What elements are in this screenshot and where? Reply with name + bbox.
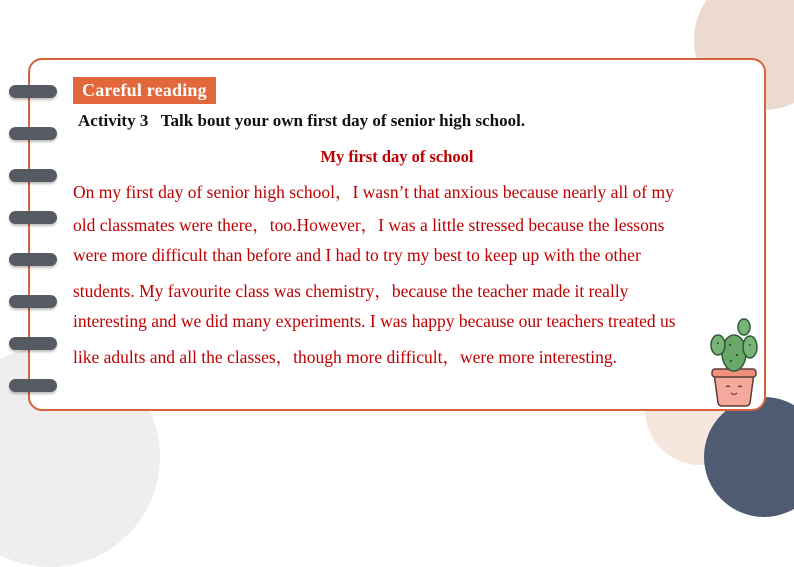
passage-line: old classmates were there，too.However，I was a little stressed because the lessons (73, 215, 665, 235)
passage-line: students. My favourite class was chemistry，because the teacher made it really (73, 281, 629, 301)
notebook-ring-icon (9, 169, 57, 182)
activity-instruction: Activity 3 Talk bout your own first day of senior high school. (78, 111, 526, 130)
notebook-ring-icon (9, 253, 57, 266)
passage-line: like adults and all the classes，though more difficult，were more interesting. (73, 347, 617, 367)
notebook-ring-icon (9, 337, 57, 350)
notebook-ring-icon (9, 211, 57, 224)
passage-line: interesting and we did many experiments. I was happy because our teachers treated us (73, 311, 676, 331)
notebook-ring-icon (9, 127, 57, 140)
notebook-ring-icon (9, 379, 57, 392)
cactus-pot-icon (704, 315, 764, 407)
passage-title: My first day of school (320, 147, 474, 166)
passage-line: were more difficult than before and I had to try my best to keep up with the other (73, 245, 641, 265)
notebook-ring-icon (9, 295, 57, 308)
section-badge: Careful reading (73, 77, 216, 104)
notebook-ring-icon (9, 85, 57, 98)
passage-line: On my first day of senior high school，I wasn’t that anxious because nearly all of my (73, 182, 674, 202)
